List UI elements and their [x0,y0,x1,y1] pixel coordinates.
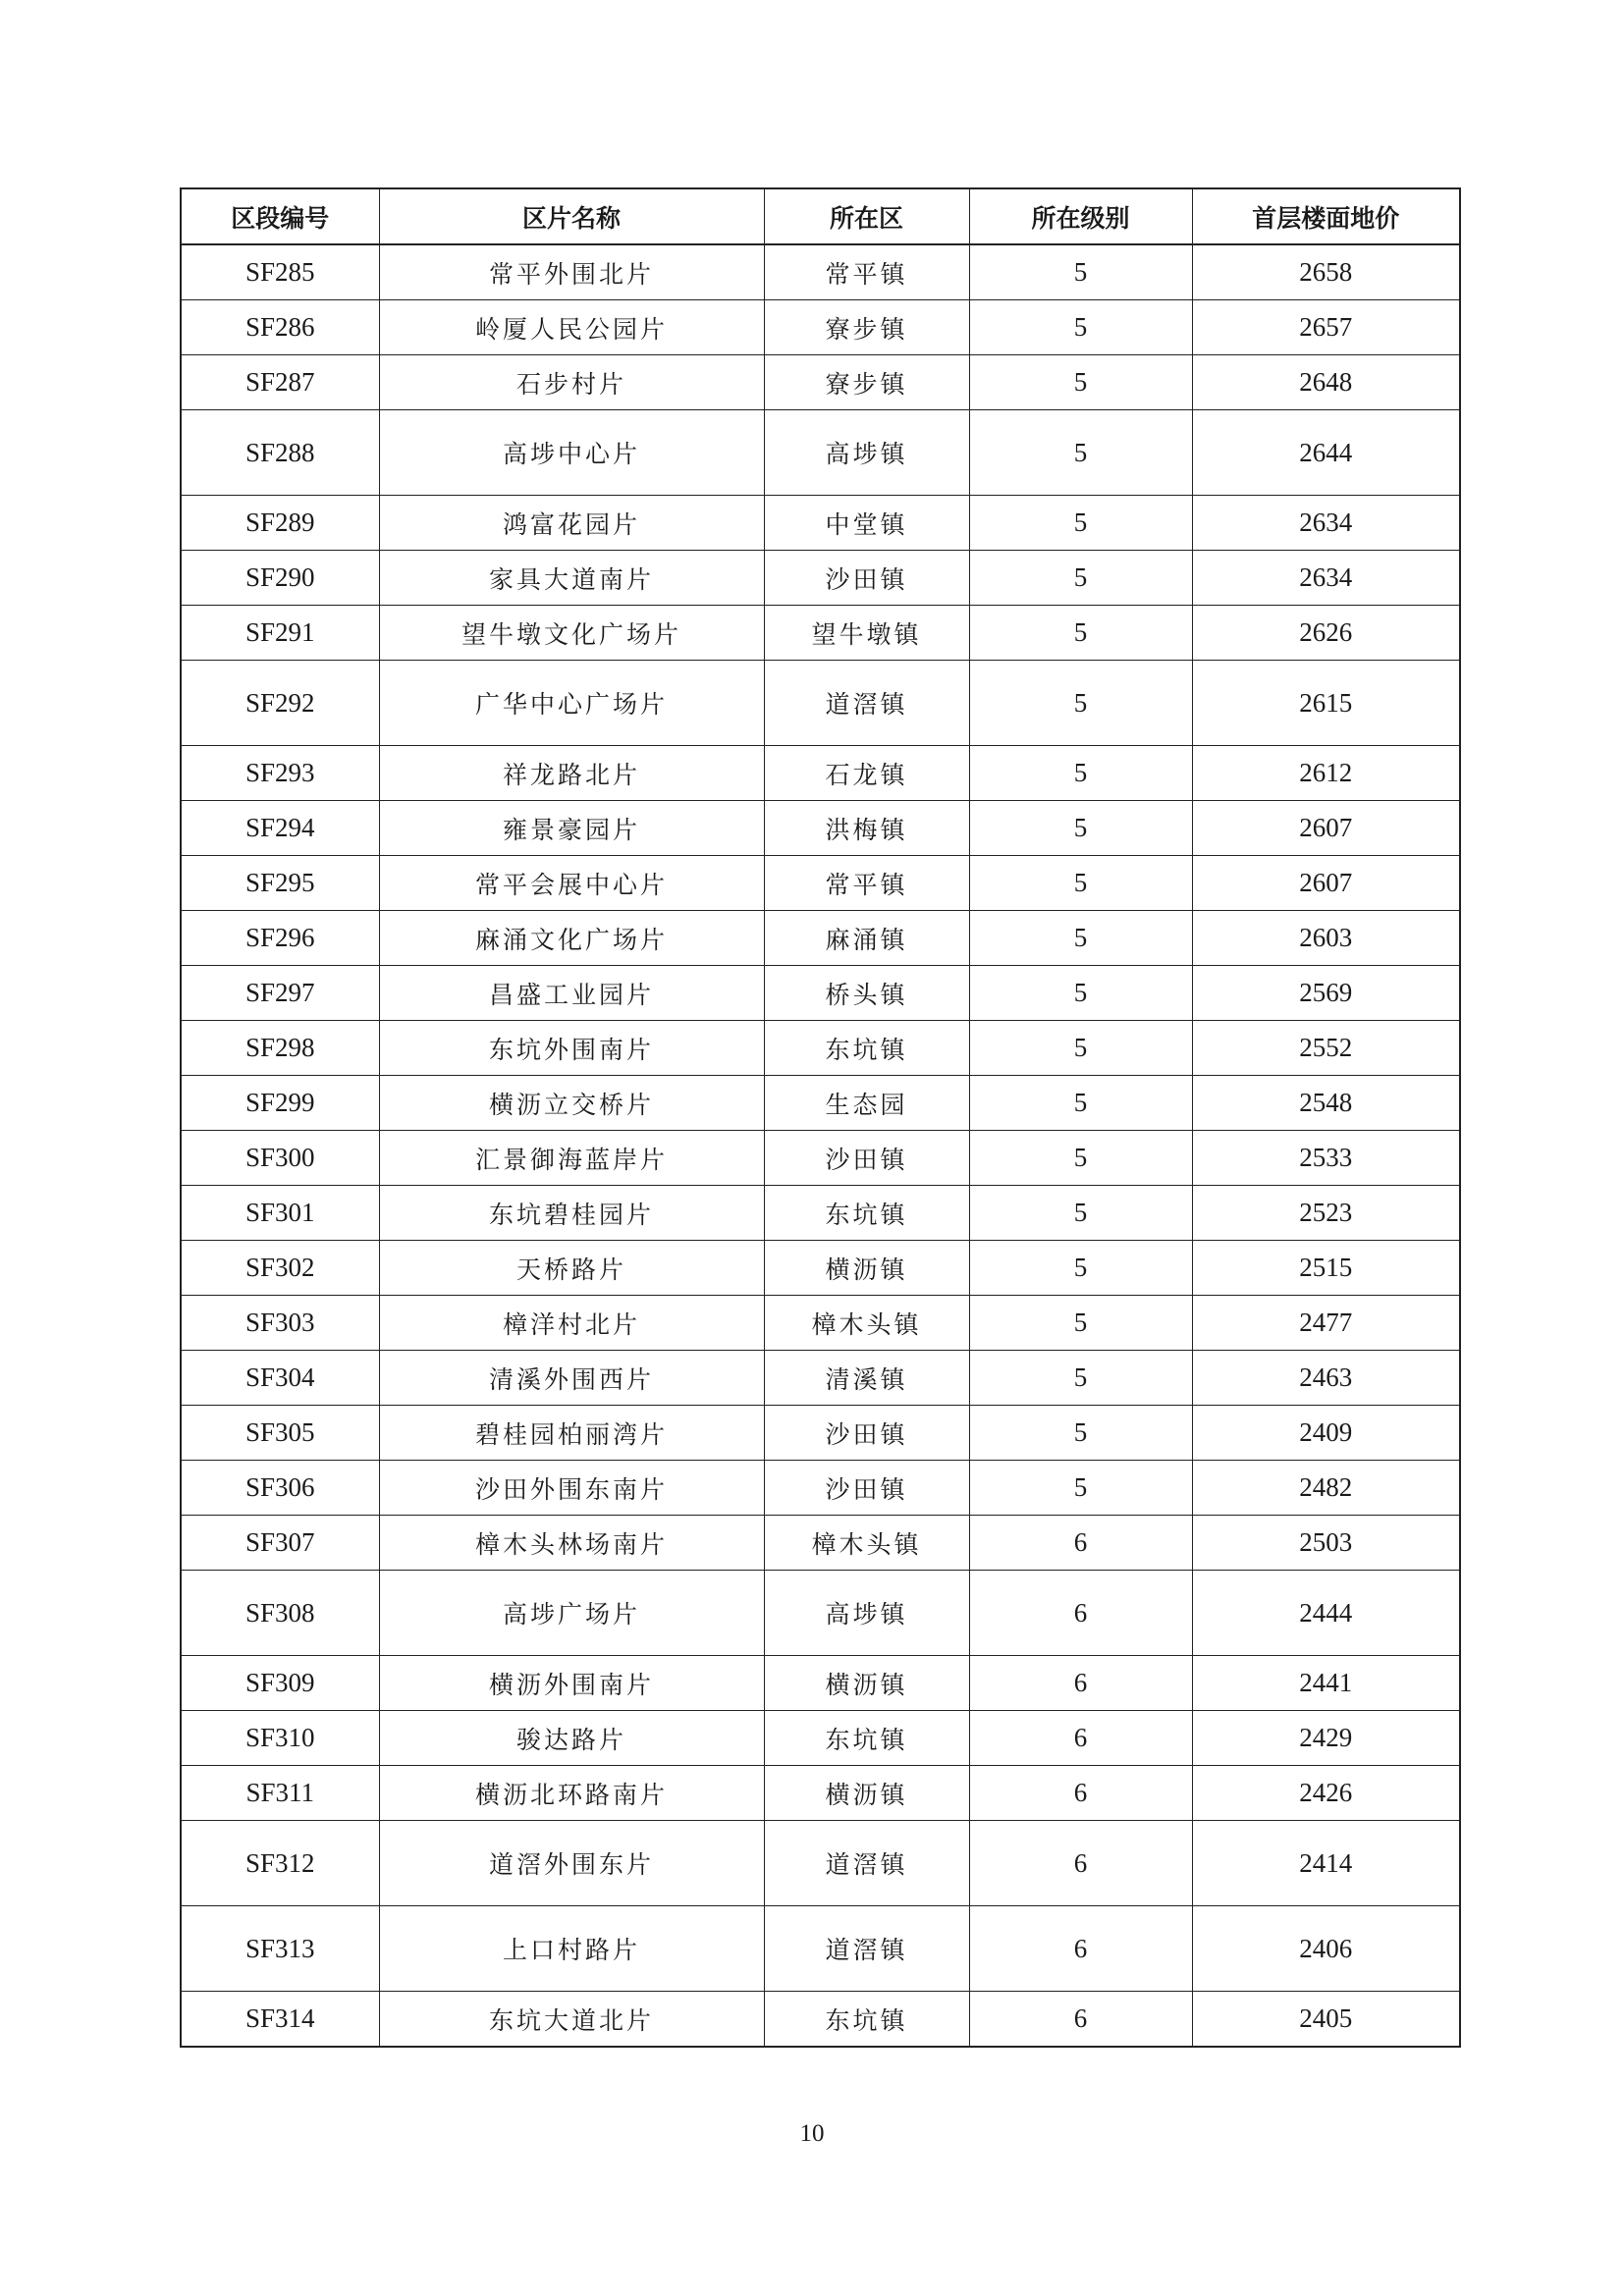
cell-zone-name: 家具大道南片 [379,551,764,606]
cell-district: 清溪镇 [764,1351,969,1406]
cell-section-code: SF313 [181,1906,379,1992]
cell-grade: 6 [969,1656,1192,1711]
cell-floor-price: 2444 [1192,1571,1460,1656]
cell-district: 沙田镇 [764,1461,969,1516]
table-row [181,1076,1460,1131]
header-floor-price: 首层楼面地价 [1192,188,1460,244]
cell-grade: 5 [969,966,1192,1021]
cell-section-code: SF310 [181,1711,379,1766]
cell-grade: 6 [969,1992,1192,2048]
cell-floor-price: 2634 [1192,551,1460,606]
cell-zone-name: 常平外围北片 [379,244,764,300]
cell-district: 高埗镇 [764,1571,969,1656]
cell-grade: 5 [969,746,1192,801]
cell-district: 常平镇 [764,244,969,300]
table-row [181,496,1460,551]
cell-floor-price: 2503 [1192,1516,1460,1571]
table-header-row [181,188,1460,244]
cell-floor-price: 2603 [1192,911,1460,966]
cell-section-code: SF302 [181,1241,379,1296]
cell-zone-name: 高埗广场片 [379,1571,764,1656]
table-row [181,1351,1460,1406]
page-number: 10 [799,2120,825,2147]
cell-grade: 5 [969,1351,1192,1406]
cell-zone-name: 清溪外围西片 [379,1351,764,1406]
cell-section-code: SF287 [181,355,379,410]
cell-floor-price: 2426 [1192,1766,1460,1821]
cell-section-code: SF305 [181,1406,379,1461]
land-price-table [180,187,1461,2048]
cell-section-code: SF296 [181,911,379,966]
cell-floor-price: 2429 [1192,1711,1460,1766]
cell-floor-price: 2409 [1192,1406,1460,1461]
cell-grade: 5 [969,1131,1192,1186]
cell-district: 中堂镇 [764,496,969,551]
cell-floor-price: 2607 [1192,801,1460,856]
cell-zone-name: 横沥外围南片 [379,1656,764,1711]
table-row [181,300,1460,355]
cell-section-code: SF292 [181,661,379,746]
cell-section-code: SF303 [181,1296,379,1351]
table-row [181,551,1460,606]
cell-district: 樟木头镇 [764,1516,969,1571]
cell-zone-name: 昌盛工业园片 [379,966,764,1021]
cell-district: 道滘镇 [764,661,969,746]
cell-floor-price: 2548 [1192,1076,1460,1131]
table-row [181,606,1460,661]
table-row [181,244,1460,300]
cell-section-code: SF285 [181,244,379,300]
cell-zone-name: 麻涌文化广场片 [379,911,764,966]
cell-section-code: SF312 [181,1821,379,1906]
cell-section-code: SF300 [181,1131,379,1186]
cell-zone-name: 东坑外围南片 [379,1021,764,1076]
cell-zone-name: 樟木头林场南片 [379,1516,764,1571]
cell-section-code: SF301 [181,1186,379,1241]
header-grade: 所在级别 [969,188,1192,244]
cell-section-code: SF293 [181,746,379,801]
cell-section-code: SF289 [181,496,379,551]
cell-grade: 5 [969,300,1192,355]
cell-floor-price: 2405 [1192,1992,1460,2048]
cell-zone-name: 上口村路片 [379,1906,764,1992]
cell-floor-price: 2533 [1192,1131,1460,1186]
cell-district: 寮步镇 [764,355,969,410]
cell-grade: 5 [969,551,1192,606]
cell-district: 樟木头镇 [764,1296,969,1351]
cell-section-code: SF299 [181,1076,379,1131]
cell-grade: 5 [969,410,1192,496]
cell-floor-price: 2463 [1192,1351,1460,1406]
table-row [181,1711,1460,1766]
cell-district: 道滘镇 [764,1906,969,1992]
table-row [181,1906,1460,1992]
cell-zone-name: 汇景御海蓝岸片 [379,1131,764,1186]
table-row [181,1516,1460,1571]
cell-grade: 5 [969,1296,1192,1351]
cell-grade: 5 [969,1461,1192,1516]
cell-grade: 6 [969,1711,1192,1766]
cell-grade: 5 [969,1186,1192,1241]
table-body [181,244,1460,2047]
cell-grade: 6 [969,1516,1192,1571]
cell-zone-name: 鸿富花园片 [379,496,764,551]
cell-zone-name: 樟洋村北片 [379,1296,764,1351]
table-row [181,1296,1460,1351]
cell-grade: 5 [969,355,1192,410]
cell-grade: 5 [969,606,1192,661]
cell-district: 常平镇 [764,856,969,911]
table-row [181,1992,1460,2048]
cell-section-code: SF295 [181,856,379,911]
cell-floor-price: 2552 [1192,1021,1460,1076]
cell-district: 沙田镇 [764,1131,969,1186]
cell-section-code: SF290 [181,551,379,606]
cell-district: 洪梅镇 [764,801,969,856]
cell-grade: 6 [969,1821,1192,1906]
cell-grade: 5 [969,1241,1192,1296]
table-row [181,1021,1460,1076]
cell-section-code: SF308 [181,1571,379,1656]
cell-district: 桥头镇 [764,966,969,1021]
cell-grade: 5 [969,856,1192,911]
cell-zone-name: 横沥北环路南片 [379,1766,764,1821]
cell-district: 横沥镇 [764,1241,969,1296]
table-row [181,801,1460,856]
table-row [181,1766,1460,1821]
cell-zone-name: 东坑大道北片 [379,1992,764,2048]
table-row [181,1656,1460,1711]
cell-zone-name: 石步村片 [379,355,764,410]
cell-floor-price: 2658 [1192,244,1460,300]
cell-zone-name: 祥龙路北片 [379,746,764,801]
table-row [181,355,1460,410]
header-section-code: 区段编号 [181,188,379,244]
table-row [181,1571,1460,1656]
cell-section-code: SF311 [181,1766,379,1821]
cell-zone-name: 望牛墩文化广场片 [379,606,764,661]
cell-floor-price: 2569 [1192,966,1460,1021]
cell-grade: 5 [969,1021,1192,1076]
cell-floor-price: 2515 [1192,1241,1460,1296]
cell-zone-name: 横沥立交桥片 [379,1076,764,1131]
table-row [181,1241,1460,1296]
table-row [181,1186,1460,1241]
cell-district: 沙田镇 [764,551,969,606]
table-row [181,1461,1460,1516]
cell-section-code: SF298 [181,1021,379,1076]
cell-grade: 6 [969,1571,1192,1656]
cell-district: 道滘镇 [764,1821,969,1906]
cell-grade: 5 [969,1406,1192,1461]
cell-floor-price: 2644 [1192,410,1460,496]
cell-section-code: SF294 [181,801,379,856]
cell-grade: 6 [969,1906,1192,1992]
cell-floor-price: 2441 [1192,1656,1460,1711]
cell-section-code: SF304 [181,1351,379,1406]
table-row [181,746,1460,801]
cell-section-code: SF286 [181,300,379,355]
cell-district: 麻涌镇 [764,911,969,966]
cell-section-code: SF297 [181,966,379,1021]
cell-floor-price: 2406 [1192,1906,1460,1992]
cell-floor-price: 2657 [1192,300,1460,355]
cell-floor-price: 2626 [1192,606,1460,661]
cell-district: 生态园 [764,1076,969,1131]
table-row [181,410,1460,496]
cell-district: 横沥镇 [764,1656,969,1711]
cell-section-code: SF288 [181,410,379,496]
cell-zone-name: 广华中心广场片 [379,661,764,746]
cell-floor-price: 2607 [1192,856,1460,911]
cell-zone-name: 沙田外围东南片 [379,1461,764,1516]
cell-district: 石龙镇 [764,746,969,801]
cell-section-code: SF306 [181,1461,379,1516]
table-row [181,911,1460,966]
cell-district: 沙田镇 [764,1406,969,1461]
cell-zone-name: 雍景豪园片 [379,801,764,856]
cell-district: 高埗镇 [764,410,969,496]
table-row [181,856,1460,911]
table-row [181,1406,1460,1461]
cell-zone-name: 骏达路片 [379,1711,764,1766]
cell-floor-price: 2523 [1192,1186,1460,1241]
table-row [181,1821,1460,1906]
cell-zone-name: 道滘外围东片 [379,1821,764,1906]
cell-floor-price: 2482 [1192,1461,1460,1516]
cell-section-code: SF291 [181,606,379,661]
cell-district: 东坑镇 [764,1186,969,1241]
cell-grade: 5 [969,244,1192,300]
cell-grade: 5 [969,1076,1192,1131]
table-row [181,966,1460,1021]
table-row [181,1131,1460,1186]
cell-section-code: SF307 [181,1516,379,1571]
cell-zone-name: 天桥路片 [379,1241,764,1296]
cell-grade: 5 [969,661,1192,746]
header-zone-name: 区片名称 [379,188,764,244]
cell-floor-price: 2648 [1192,355,1460,410]
cell-zone-name: 东坑碧桂园片 [379,1186,764,1241]
cell-section-code: SF314 [181,1992,379,2048]
cell-district: 东坑镇 [764,1711,969,1766]
cell-section-code: SF309 [181,1656,379,1711]
cell-zone-name: 岭厦人民公园片 [379,300,764,355]
cell-floor-price: 2477 [1192,1296,1460,1351]
cell-district: 东坑镇 [764,1992,969,2048]
cell-district: 望牛墩镇 [764,606,969,661]
table-row [181,661,1460,746]
cell-district: 寮步镇 [764,300,969,355]
cell-zone-name: 常平会展中心片 [379,856,764,911]
cell-district: 横沥镇 [764,1766,969,1821]
cell-floor-price: 2612 [1192,746,1460,801]
cell-grade: 5 [969,496,1192,551]
cell-floor-price: 2615 [1192,661,1460,746]
cell-grade: 6 [969,1766,1192,1821]
cell-floor-price: 2414 [1192,1821,1460,1906]
cell-zone-name: 碧桂园柏丽湾片 [379,1406,764,1461]
header-district: 所在区 [764,188,969,244]
cell-grade: 5 [969,801,1192,856]
cell-zone-name: 高埗中心片 [379,410,764,496]
cell-district: 东坑镇 [764,1021,969,1076]
cell-grade: 5 [969,911,1192,966]
cell-floor-price: 2634 [1192,496,1460,551]
